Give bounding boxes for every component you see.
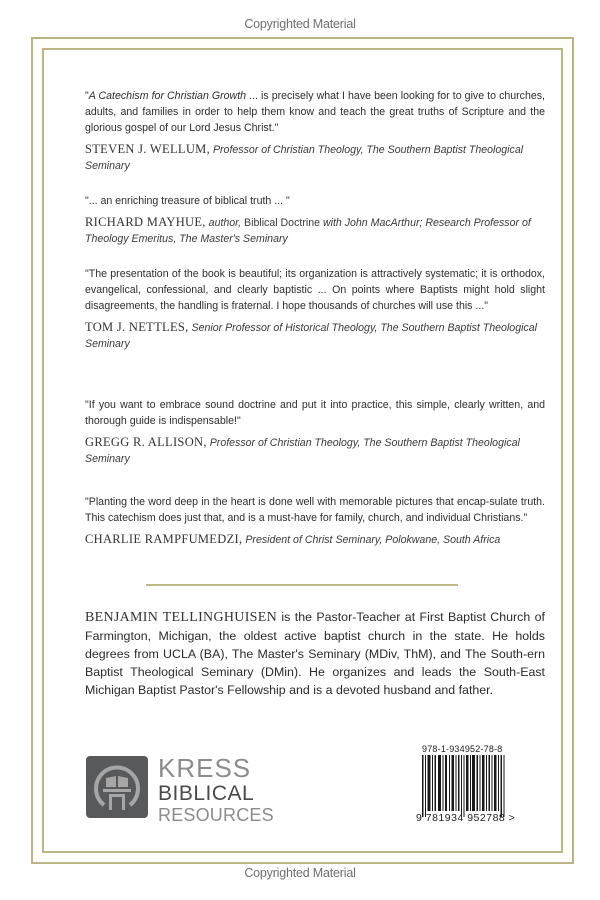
- author-bio-text: is the Pastor-Teacher at First Baptist Church of Farmington, Michigan, the oldest active baptist church in the state. He holds degrees from UCLA (BA), The Master's Seminary (MDiv, ThM), and The South-ern Baptist Theological Seminary (DMin). He organizes and leads the South-East Michigan Baptist Pastor's Fellowship and is a devoted husband and father.: [85, 610, 545, 697]
- endorser-role: Professor of Christian Theology, The Southern Baptist Theological Seminary: [85, 437, 520, 465]
- endorsement-quote: "A Catechism for Christian Growth ... is precisely what I have been looking for to give to churches, adults, and families in order to help them know and teach the great truths of Scripture and the glorious gospel of our Lord Jesus Christ.": [85, 90, 545, 134]
- isbn-label: 978-1-934952-78-8: [422, 744, 503, 754]
- copyright-watermark-top: Copyrighted Material: [244, 17, 356, 31]
- section-divider: [146, 584, 458, 586]
- endorser-name: GREGG R. ALLISON,: [85, 435, 207, 449]
- author-bio: [85, 608, 545, 699]
- endorsement-attribution: [85, 434, 545, 467]
- author-name: BENJAMIN TELLINGHUISEN: [85, 610, 278, 625]
- isbn-barcode: [416, 744, 516, 828]
- endorsement-1: [85, 88, 545, 174]
- endorser-name: STEVEN J. WELLUM,: [85, 142, 210, 156]
- endorser-name: CHARLIE RAMPFUMEDZI,: [85, 532, 243, 546]
- endorser-name: TOM J. NETTLES,: [85, 320, 189, 334]
- endorsement-3: [85, 266, 545, 352]
- copyright-watermark-bottom: Copyrighted Material: [244, 866, 356, 880]
- barcode-digits: 9 781934 952788 >: [416, 812, 516, 824]
- endorsement-attribution: [85, 531, 545, 548]
- publisher-wordmark: KRESS BIBLICAL RESOURCES: [158, 753, 274, 825]
- endorser-name: RICHARD MAYHUE,: [85, 215, 206, 229]
- endorsement-2: [85, 193, 545, 247]
- publisher-logo: [86, 753, 276, 825]
- endorser-role: Professor of Christian Theology, The Southern Baptist Theological Seminary: [85, 144, 524, 172]
- book-on-pulpit-icon: [86, 756, 148, 818]
- endorsement-quote: "... an enriching treasure of biblical truth ... ": [85, 195, 290, 207]
- endorsement-quote: "If you want to embrace sound doctrine and put it into practice, this simple, clearly written, and thorough guide is indispensable!": [85, 399, 545, 427]
- endorsement-5: [85, 494, 545, 548]
- endorsement-4: [85, 397, 545, 467]
- book-title: A Catechism for Christian Growth: [88, 90, 247, 102]
- endorsement-quote: "The presentation of the book is beautiful; its organization is attractively systematic; it is orthodox, evangelical, confessional, and clearly baptistic ... On points where Baptists might hold slight disagreements, the handling is fraternal. I hope thousands of churches will use this ...": [85, 268, 545, 312]
- book-title: Biblical Doctrine: [244, 217, 320, 229]
- endorsement-attribution: RICHARD MAYHUE, author, Biblical Doctrine with John MacArthur; Research Professor of Theology Emeritus, The Master's Seminary: [85, 215, 531, 245]
- endorsement-quote: "Planting the word deep in the heart is done well with memorable pictures that encap-sulate truth. This catechism does just that, and is a must-have for family, church, and individual Christians.": [85, 496, 545, 524]
- endorsement-attribution: [85, 141, 545, 174]
- endorsement-attribution: [85, 319, 545, 352]
- endorser-role: Senior Professor of Historical Theology, The Southern Baptist Theological Seminary: [85, 322, 537, 350]
- endorser-role: President of Christ Seminary, Polokwane, South Africa: [245, 534, 501, 546]
